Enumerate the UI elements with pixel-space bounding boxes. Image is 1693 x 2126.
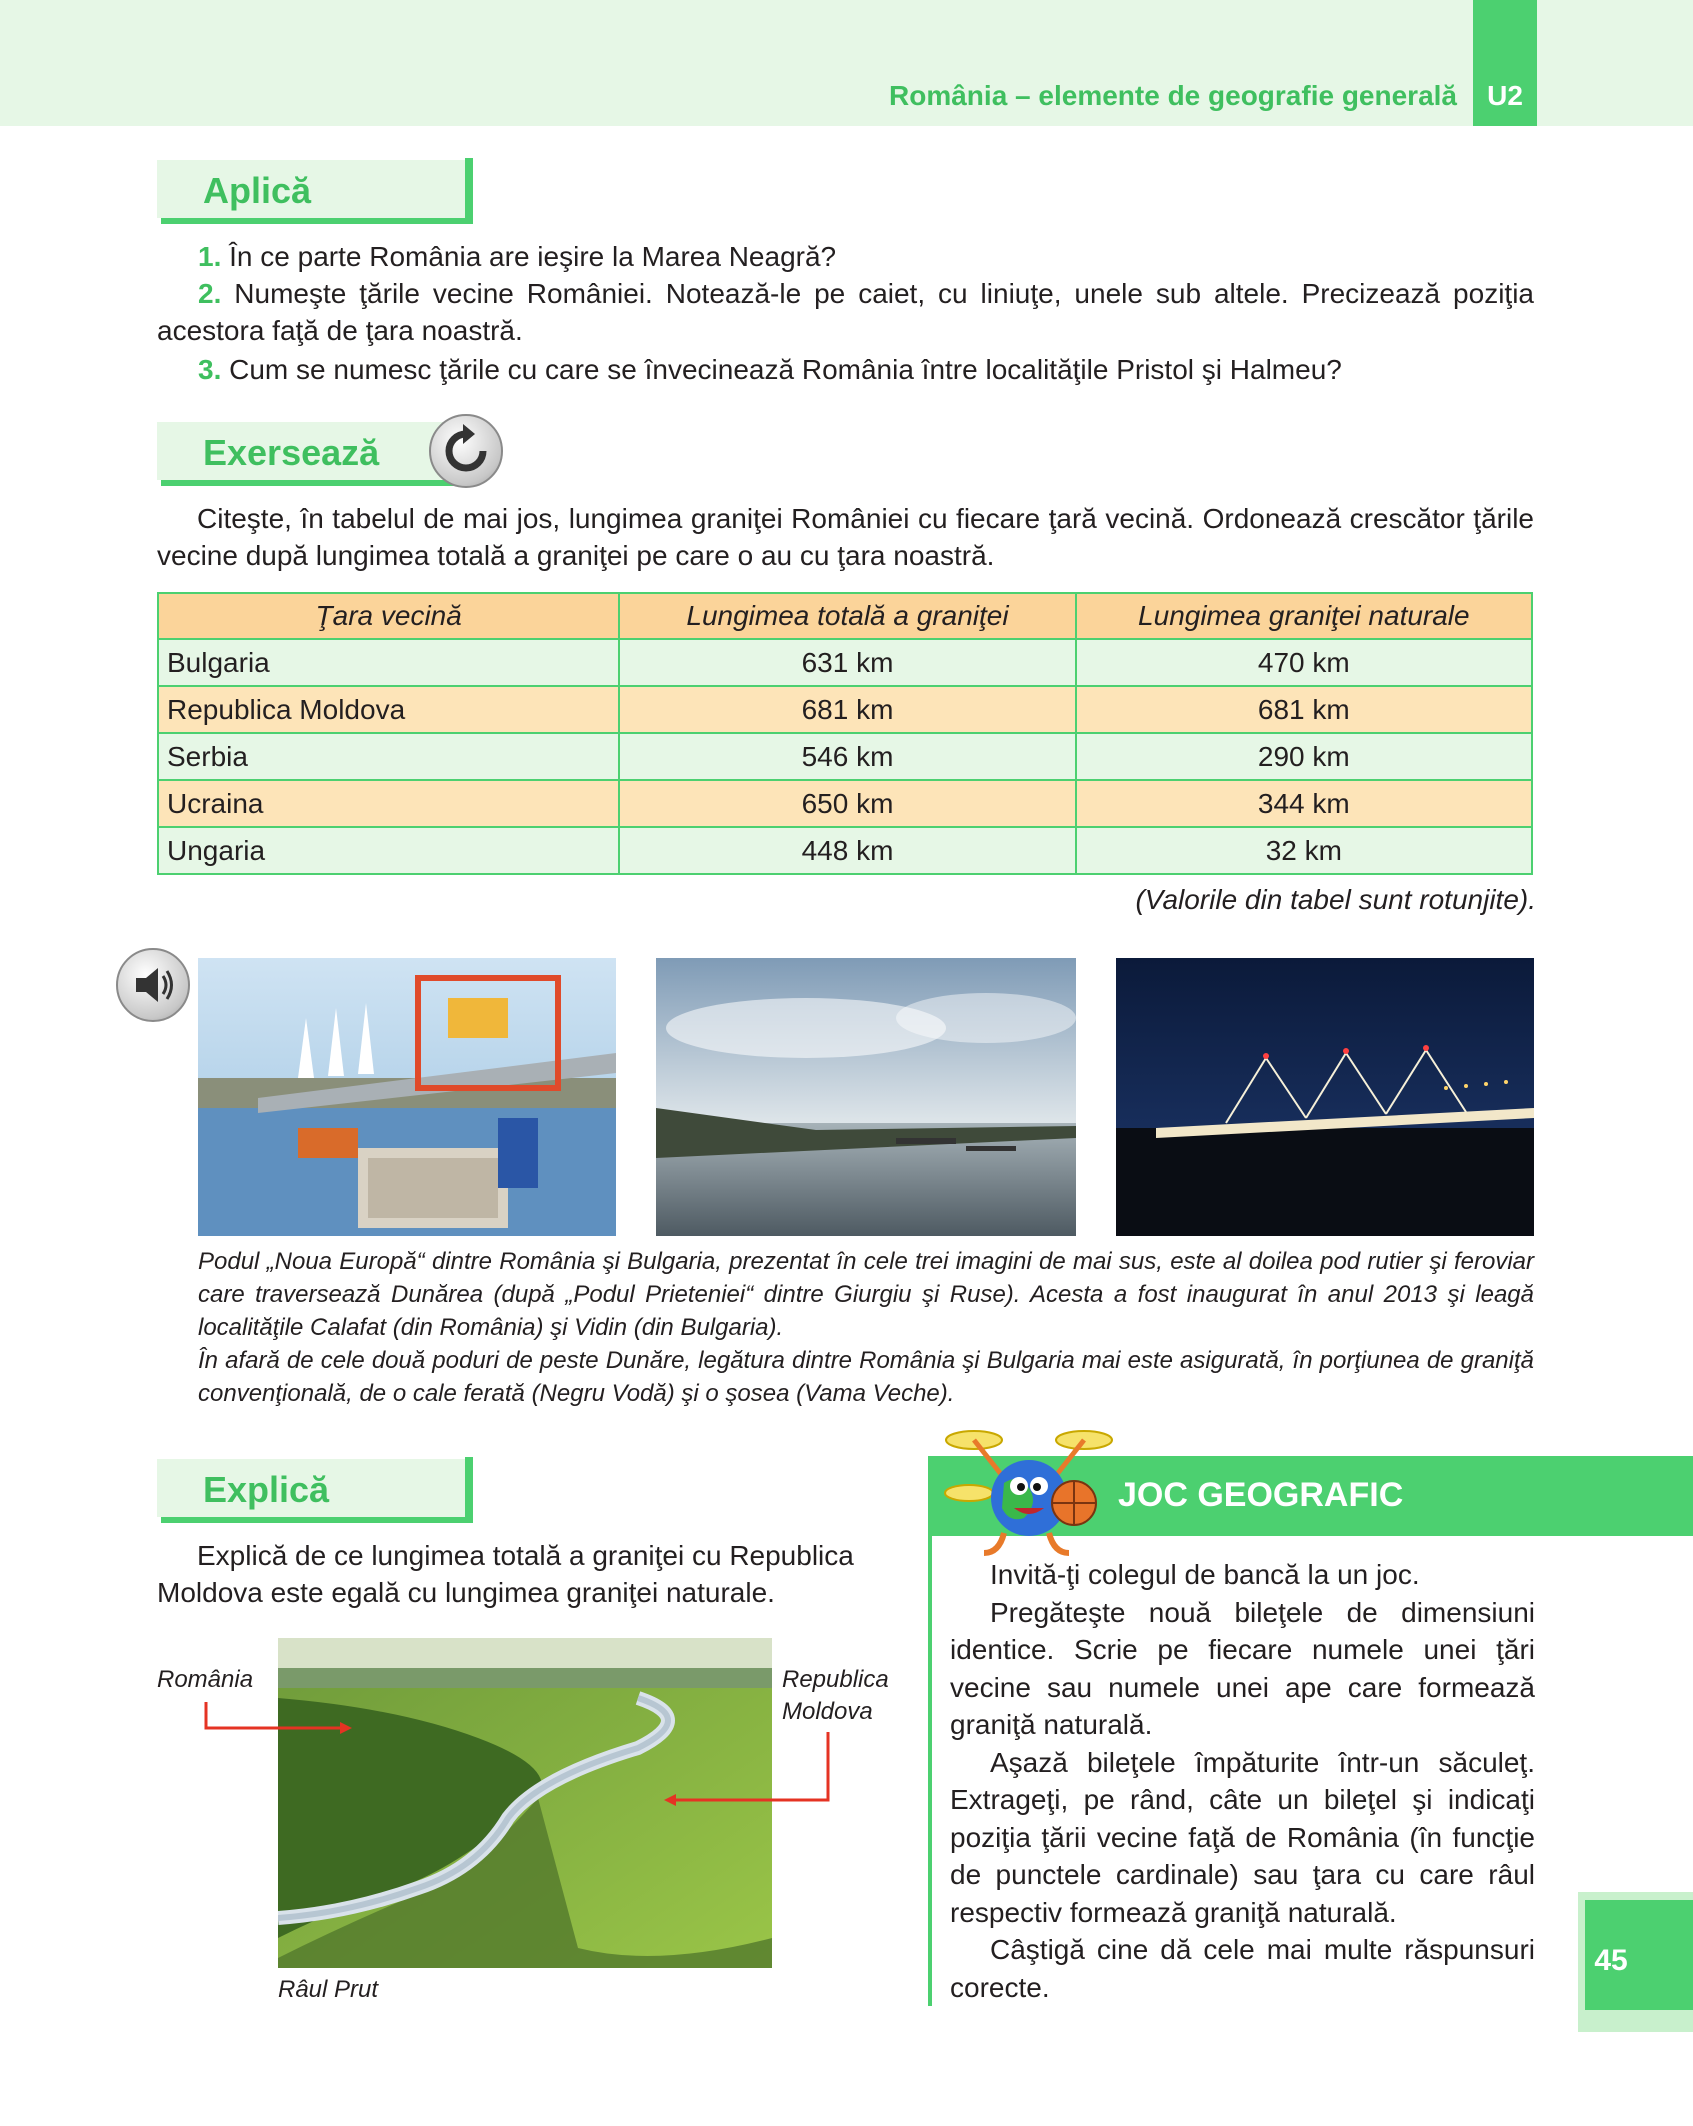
- refresh-icon[interactable]: [429, 414, 503, 488]
- table-header: Lungimea totală a graniţei: [619, 593, 1075, 639]
- table-note: (Valorile din tabel sunt rotunjite).: [1135, 884, 1536, 915]
- explica-heading: Explică: [203, 1469, 330, 1510]
- table-header: Ţara vecină: [158, 593, 619, 639]
- question-2-number: 2.: [198, 278, 222, 309]
- unit-label: U2: [1487, 80, 1523, 111]
- question-1-number: 1.: [198, 241, 222, 272]
- table-cell: Serbia: [158, 733, 619, 780]
- table-cell: 546 km: [619, 733, 1075, 780]
- question-3-number: 3.: [198, 354, 222, 385]
- label-romania: România: [157, 1666, 254, 1693]
- table-row: [158, 780, 1532, 827]
- label-republica: Republica: [782, 1666, 889, 1693]
- question-3: [198, 351, 1534, 388]
- exerseaza-instruction: Citeşte, în tabelul de mai jos, lungimea graniţei României cu fiecare ţară vecină. Ordonează crescător ţările vecine după lungimea totală a graniţei pe care o au cu ţara noastră.: [157, 503, 1534, 571]
- game-paragraph: Pregăteşte nouă bileţele de dimensiuni identice. Scrie pe fiecare numele unei ţări vecine sau numele unei ape care formează graniţă naturală.: [950, 1596, 1535, 1740]
- aplica-heading-box: [157, 160, 467, 218]
- game-title: JOC GEOGRAFIC: [1118, 1476, 1404, 1514]
- question-1: [198, 238, 1534, 275]
- geography-mascot-icon: [944, 1428, 1114, 1558]
- table-cell: Ucraina: [158, 780, 619, 827]
- bridge-caption: [198, 1245, 1534, 1410]
- game-side-line: [928, 1536, 932, 2006]
- table-cell: 470 km: [1076, 639, 1532, 686]
- caption-paragraph: Podul „Noua Europă“ dintre România şi Bulgaria, prezentat în cele trei imagini de mai sus, este al doilea pod rutier şi feroviar care traversează Dunărea (după „Podul Prieteniei“ dintre Giurgiu şi Ruse). Acesta a fost inaugurat în anul 2013 şi leagă localităţile Calafat (din România) şi Vidin (din Bulgaria).: [198, 1248, 1534, 1341]
- table-row: [158, 733, 1532, 780]
- question-2-text: Numeşte ţările vecine României. Notează-le pe caiet, cu liniuţe, unele sub altele. Precizează poziţia acestora faţă de ţara noastră.: [157, 278, 1534, 346]
- bridge-construction-photo: [198, 958, 616, 1236]
- table-cell: Bulgaria: [158, 639, 619, 686]
- danube-river-photo: [656, 958, 1076, 1236]
- label-raul-prut: Râul Prut: [278, 1976, 379, 2003]
- exerseaza-heading: Exersează: [203, 432, 380, 473]
- table-cell: Ungaria: [158, 827, 619, 874]
- table-cell: 681 km: [1076, 686, 1532, 733]
- table-row: [158, 827, 1532, 874]
- table-cell: 681 km: [619, 686, 1075, 733]
- explica-text: Explică de ce lungimea totală a graniţei cu Republica Moldova este egală cu lungimea graniţei naturale.: [157, 1540, 854, 1608]
- question-1-text: În ce parte România are ieşire la Marea Neagră?: [229, 241, 837, 272]
- table-cell: 448 km: [619, 827, 1075, 874]
- label-moldova: Moldova: [782, 1698, 873, 1725]
- prut-river-photo: [278, 1638, 772, 1968]
- exerseaza-heading-box: [157, 422, 467, 480]
- page-number: 45: [1594, 1944, 1628, 1977]
- table-cell: 32 km: [1076, 827, 1532, 874]
- caption-paragraph: În afară de cele două poduri de peste Dunăre, legătura dintre România şi Bulgaria mai este asigurată, în porţiunea de graniţă convenţională, de o cale ferată (Negru Vodă) şi o şosea (Vama Veche).: [198, 1347, 1534, 1407]
- game-instructions: [950, 1556, 1535, 2006]
- speaker-icon[interactable]: [116, 948, 190, 1022]
- aplica-heading: Aplică: [203, 170, 312, 211]
- game-paragraph: Invită-ţi colegul de bancă la un joc.: [990, 1559, 1420, 1590]
- question-3-text: Cum se numesc ţările cu care se învecinează România între localităţile Pristol şi Halmeu?: [229, 354, 1342, 385]
- table-cell: 290 km: [1076, 733, 1532, 780]
- chapter-title: România – elemente de geografie generală: [889, 80, 1457, 111]
- question-2: [157, 275, 1534, 349]
- table-header: Lungimea graniţei naturale: [1076, 593, 1532, 639]
- table-header-row: [158, 593, 1532, 639]
- table-row: [158, 639, 1532, 686]
- unit-tab: [1473, 0, 1537, 126]
- table-cell: 344 km: [1076, 780, 1532, 827]
- game-paragraph: Câştigă cine dă cele mai multe răspunsuri corecte.: [950, 1934, 1535, 2003]
- table-cell: 631 km: [619, 639, 1075, 686]
- border-length-table: [157, 592, 1533, 875]
- bridge-night-photo: [1116, 958, 1534, 1236]
- table-cell: 650 km: [619, 780, 1075, 827]
- explica-heading-box: [157, 1459, 467, 1517]
- table-row: [158, 686, 1532, 733]
- game-paragraph: Aşază bileţele împăturite într-un săculeţ. Extrageţi, pe rând, câte un bileţel şi indicaţi poziţia ţării vecine faţă de România (în funcţie de punctele cardinale) sau ţara cu care râul respectiv formează graniţă naturală.: [950, 1746, 1535, 1928]
- table-cell: Republica Moldova: [158, 686, 619, 733]
